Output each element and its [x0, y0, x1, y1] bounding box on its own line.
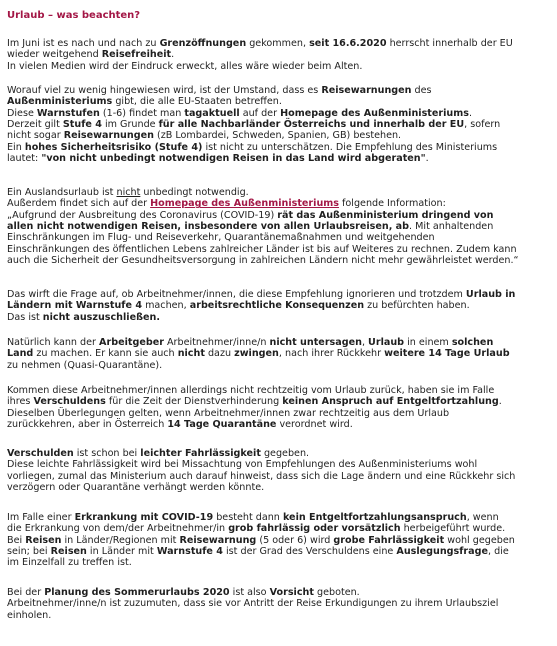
document-title: Urlaub – was beachten? [7, 10, 141, 21]
bold-text: Auslegungsfrage [396, 546, 489, 558]
bold-text: "von nicht unbedingt notwendigen Reisen in das Land wird abgeraten" [41, 153, 426, 165]
text-line [7, 255, 547, 266]
bold-text: kein Entgeltfortzahlungsanspruch [282, 512, 467, 523]
text-run: Bei [7, 534, 26, 546]
text-line [7, 142, 547, 153]
text-run: Derzeit gilt [7, 119, 63, 131]
text-line [7, 482, 547, 493]
text-line [7, 119, 547, 130]
text-run: Das ist [7, 311, 43, 323]
bold-text: hohes Sicherheitsrisiko (Stufe 4) [24, 141, 203, 153]
text-run: zurückkehren, aber in Österreich [7, 419, 168, 431]
text-run: dazu [204, 348, 235, 360]
bold-text: nicht auszuschließen. [42, 311, 160, 323]
text-run: Diese [7, 107, 37, 119]
text-run: in Länder/Regionen mit [61, 534, 180, 546]
bold-text: Urlaub in [465, 289, 516, 300]
text-run: verzögern oder Quarantäne verhängt werden könnte. [7, 482, 265, 494]
text-line [7, 289, 547, 300]
text-run: auch die Sicherheit der Gesundheitsversorgung in zahlreichen Ländern nicht mehr gewährleistet werden.“ [7, 255, 519, 267]
text-line [7, 546, 547, 557]
text-line [7, 300, 547, 311]
bold-text: Urlaub [368, 337, 405, 348]
text-line [7, 38, 547, 49]
text-line [7, 153, 547, 164]
bold-text: allen nicht notwendigen Reisen, insbesondere von allen Urlaubsreisen, ab [7, 221, 410, 233]
paragraph-planung [7, 587, 547, 621]
text-run: Arbeitnehmer/inne/n ist zuzumuten, dass sie vor Antritt der Reise Erkundigungen zu ihrem Urlaubsziel [7, 598, 499, 610]
bold-text: weitere 14 Tage Urlaub [384, 348, 510, 360]
paragraph-auslandsurlaub [7, 187, 547, 266]
text-line [7, 232, 547, 243]
text-run: , sofern [464, 119, 501, 131]
text-run: im Grunde [101, 119, 159, 131]
text-line [7, 85, 547, 96]
bold-text: Außenministeriums [7, 96, 113, 108]
text-line [7, 598, 547, 609]
text-run: Ein Auslandsurlaub ist [7, 187, 117, 198]
text-run: gekommen, [246, 38, 310, 49]
underlined-text: nicht [116, 187, 141, 198]
bold-text: Reisefreiheit [101, 49, 172, 61]
bold-text: Vorsicht [269, 587, 314, 598]
text-run: . [468, 107, 473, 119]
bold-text: seit 16.6.2020 [309, 38, 387, 49]
text-run: Dieselben Überlegungen gelten, wenn Arbeitnehmer/innen zwar rechtzeitig aus dem Urlaub [7, 407, 450, 419]
bold-text: Verschulden [7, 448, 74, 459]
bold-text: grob fahrlässig oder vorsätzlich [228, 523, 401, 535]
bold-text: 14 Tage Quarantäne [167, 419, 277, 431]
text-run: . [171, 49, 175, 61]
text-line [7, 244, 547, 255]
text-run: Im Juni ist es nach und nach zu [7, 38, 160, 49]
text-run: . [498, 396, 502, 408]
bold-text: grobe Fahrlässigkeit [333, 534, 445, 546]
text-line [7, 535, 547, 546]
bold-text: Reisewarnungen [63, 130, 154, 142]
text-line [7, 459, 547, 470]
paragraph-entgeltfortzahlung [7, 385, 547, 430]
text-line [7, 221, 547, 232]
text-run: Natürlich kann der [7, 337, 100, 348]
text-line [7, 523, 547, 534]
paragraph-erkrankung [7, 512, 547, 569]
text-run: ist schon bei [73, 448, 141, 459]
text-run: ist der Grad des Verschuldens eine [222, 546, 397, 558]
bold-text: zwingen [234, 348, 279, 360]
text-run: zu machen. Er kann sie auch [33, 348, 178, 360]
text-line [7, 198, 547, 209]
bold-text: nicht untersagen [269, 337, 362, 348]
text-run: in einem [404, 337, 452, 348]
text-line [7, 557, 547, 568]
text-run: sein; bei [7, 546, 51, 558]
text-run: Ein [7, 141, 25, 153]
text-run: auf der [239, 107, 281, 119]
text-line [7, 348, 547, 359]
text-run: zu befürchten haben. [364, 300, 470, 312]
bold-text: Planung des Sommerurlaubs 2020 [44, 587, 230, 598]
text-line [7, 312, 547, 323]
text-line [7, 385, 547, 396]
text-line [7, 49, 547, 60]
bold-text: nicht [177, 348, 205, 360]
text-run: vorliegen, zumal das Ministerium auch darauf hinweist, dass sich die Lage ändern und eine Rückkehr sich [7, 470, 516, 482]
bold-text: Ländern mit Warnstufe 4 [7, 300, 143, 312]
text-run: ihres [7, 396, 34, 408]
text-line [7, 448, 547, 459]
paragraph-konsequenzen [7, 289, 547, 323]
text-run: Im Falle einer [7, 512, 75, 523]
text-run: . [425, 153, 429, 165]
bold-text: Homepage des Außenministeriums [280, 107, 469, 119]
text-run: des [411, 85, 432, 96]
text-run: , die [488, 546, 509, 558]
text-run: Diese leichte Fahrlässigkeit wird bei Missachtung von Empfehlungen des Außenministeriums wohl [7, 459, 478, 471]
text-run: Das wirft die Frage auf, ob Arbeitnehmer/innen, die diese Empfehlung ignorieren und trotzdem [7, 289, 466, 300]
text-line [7, 587, 547, 598]
bold-text: Warnstufe 4 [156, 546, 223, 558]
text-run: wohl gegeben [444, 534, 515, 546]
text-line [7, 360, 547, 371]
text-run: zu nehmen (Quasi-Quarantäne). [7, 359, 163, 371]
text-run: die Erkrankung von dem/der Arbeitnehmer/in [7, 523, 229, 535]
paragraph-fahrlaessigkeit [7, 448, 547, 493]
text-line [7, 187, 547, 198]
text-line [7, 61, 547, 72]
text-run: unbedingt notwendig. [140, 187, 249, 198]
text-run: „Aufgrund der Ausbreitung des Coronavirus (COVID-19) [7, 209, 278, 221]
bold-text: Reisewarnung [179, 534, 257, 546]
text-run: Worauf viel zu wenig hingewiesen wird, ist der Umstand, dass es [7, 85, 322, 96]
text-run: Einschränkungen des öffentlichen Lebens zahlreicher Länder ist bis auf Weiteres zu rechnen. Zudem kann [7, 243, 517, 255]
text-run: im Einzelfall zu treffen ist. [7, 557, 132, 569]
bold-text: Grenzöffnungen [159, 38, 247, 49]
text-run: für die Zeit der Dienstverhinderung [105, 396, 283, 408]
text-run: geboten. [313, 587, 360, 598]
text-run: Bei der [7, 587, 45, 598]
bold-text: tagaktuell [184, 107, 240, 119]
bold-text: arbeitsrechtliche Konsequenzen [189, 300, 365, 312]
text-line [7, 337, 547, 348]
text-line [7, 471, 547, 482]
text-run: Kommen diese Arbeitnehmer/innen allerdings nicht rechtzeitig vom Urlaub zurück, haben sie im Falle [7, 385, 495, 396]
text-run: (1-6) findet man [99, 107, 185, 119]
bold-text: Reisewarnungen [321, 85, 412, 96]
text-run: Einschränkungen im Flug- und Reiseverkehr, Quarantänemaßnahmen und weitgehenden [7, 232, 435, 244]
text-line [7, 512, 547, 523]
text-run: (zB Lombardei, Schweden, Spanien, GB) bestehen. [153, 130, 402, 142]
paragraph-grenzoeffnungen [7, 38, 547, 72]
text-run: , [361, 337, 369, 348]
text-run: gibt, die alle EU-Staaten betreffen. [112, 96, 282, 108]
text-line [7, 408, 547, 419]
text-run: ist also [229, 587, 270, 598]
text-run: folgende Information: [338, 198, 446, 210]
text-run: einholen. [7, 609, 52, 621]
text-run: lautet: [7, 153, 42, 165]
bold-text: für alle Nachbarländer Österreichs und innerhalb der EU [158, 119, 465, 131]
text-run: herbeigeführt wurde. [400, 523, 506, 535]
bold-text: keinen Anspruch auf Entgeltfortzahlung [282, 396, 499, 408]
bold-text: Reisen [50, 546, 87, 558]
text-run: ist nicht zu unterschätzen. Die Empfehlung des Ministeriums [202, 141, 498, 153]
bold-text: Arbeitgeber [99, 337, 164, 348]
bold-text: solchen [451, 337, 494, 348]
text-line [7, 396, 547, 407]
text-run: machen, [142, 300, 190, 312]
text-line [7, 210, 547, 221]
text-run: Außerdem findet sich auf der [7, 198, 151, 210]
bold-text: leichter Fahrlässigkeit [140, 448, 261, 459]
bold-text: Warnstufen [36, 107, 100, 119]
text-run: (5 oder 6) wird [256, 534, 334, 546]
text-run: , wenn [466, 512, 499, 523]
text-run: in Länder mit [86, 546, 157, 558]
bold-text: Land [7, 348, 34, 360]
text-run: In vielen Medien wird der Eindruck erweckt, alles wäre wieder beim Alten. [7, 60, 363, 72]
text-line [7, 130, 547, 141]
paragraph-arbeitgeber [7, 337, 547, 371]
bold-text: Stufe 4 [62, 119, 102, 131]
text-run: gegeben. [260, 448, 310, 459]
text-run: herrscht innerhalb der EU [386, 38, 513, 49]
paragraph-reisewarnungen [7, 85, 547, 164]
bold-text: Verschuldens [33, 396, 106, 408]
bold-text: Reisen [25, 534, 62, 546]
text-line [7, 96, 547, 107]
text-run: besteht dann [213, 512, 283, 523]
bold-text: Erkrankung mit COVID-19 [74, 512, 214, 523]
text-run: verordnet wird. [276, 419, 353, 431]
text-line [7, 610, 547, 621]
text-line [7, 108, 547, 119]
text-run: wieder weitgehend [7, 49, 102, 61]
text-line [7, 419, 547, 430]
text-run: , nach ihrer Rückkehr [278, 348, 385, 360]
text-run: nicht sogar [7, 130, 64, 142]
text-run: Arbeitnehmer/inne/n [163, 337, 270, 348]
text-run: . Mit anhaltenden [409, 221, 494, 233]
homepage-link[interactable]: Homepage des Außenministeriums [150, 198, 339, 210]
bold-text: rät das Außenministerium dringend von [277, 209, 494, 221]
